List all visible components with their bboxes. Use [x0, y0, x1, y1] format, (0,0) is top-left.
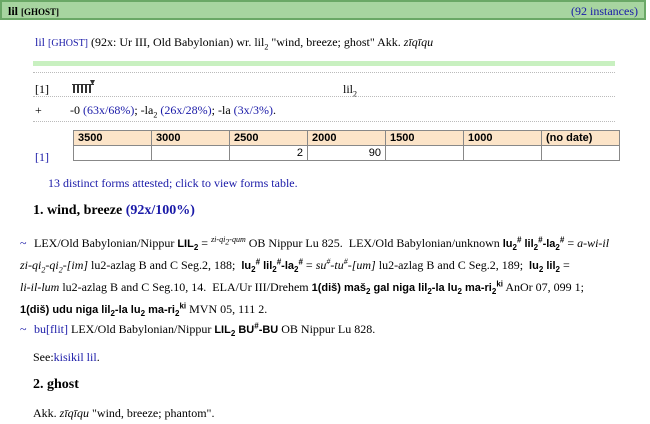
- date-cell: [386, 146, 464, 161]
- divider: [33, 96, 615, 97]
- divider: [33, 72, 615, 73]
- form-link[interactable]: (63x/68%): [83, 103, 135, 117]
- written-form: lil$_2$: [254, 35, 269, 52]
- date-cell: [74, 146, 152, 161]
- see-also-link[interactable]: kisikil lil: [53, 350, 97, 364]
- date-header: (no date): [542, 131, 620, 146]
- divider: [33, 121, 615, 122]
- date-header: 3000: [152, 131, 230, 146]
- date-row-link[interactable]: [1]: [35, 150, 49, 164]
- date-distribution-table: [73, 130, 620, 161]
- form-link[interactable]: (3x/3%): [233, 103, 273, 117]
- expand-icon[interactable]: ~: [20, 322, 27, 336]
- header-word: lil [GHOST]: [8, 4, 60, 18]
- entry-header: [0, 0, 646, 20]
- instances-link[interactable]: (92 instances): [571, 4, 638, 18]
- summary-line: lil [GHOST] (92x: Ur III, Old Babylonian) wr. lil$_2$ "wind, breeze; ghost" Akk. zīqīqu: [35, 35, 434, 52]
- sign-reading: lil$_2$: [343, 82, 358, 99]
- related-entry-link[interactable]: bu[flit]: [34, 322, 68, 336]
- summary-word[interactable]: lil [GHOST]: [35, 35, 89, 49]
- date-cell: 90: [308, 146, 386, 161]
- date-header: 2500: [230, 131, 308, 146]
- attestation-paragraph: ~ bu[flit] LEX/Old Babylonian/Nippur $LIL_2$ BU#-BU OB Nippur Lu 828.: [20, 321, 376, 339]
- separator-bar: [33, 61, 615, 66]
- date-header: 1000: [464, 131, 542, 146]
- date-cell: [152, 146, 230, 161]
- sign-index: [1]: [35, 82, 49, 96]
- see-also: See:kisikil lil.: [33, 350, 100, 364]
- sense-heading: 1. wind, breeze (92x/100%): [33, 203, 195, 218]
- forms-toggle[interactable]: +: [35, 103, 42, 117]
- expand-icon[interactable]: ~: [20, 236, 27, 250]
- date-cell: [464, 146, 542, 161]
- date-header: 2000: [308, 131, 386, 146]
- forms-table-link[interactable]: 13 distinct forms attested; click to view forms table.: [48, 176, 298, 190]
- date-cell: 2: [230, 146, 308, 161]
- sense-heading: 2. ghost: [33, 377, 79, 392]
- forms-list: -0 (63x/68%); $-la_2$ (26x/28%); -la (3x/3%).: [70, 103, 276, 120]
- akkadian-gloss: Akk. zīqīqu "wind, breeze; phantom".: [33, 406, 215, 420]
- form-link[interactable]: (26x/28%): [160, 103, 212, 117]
- date-cell: [542, 146, 620, 161]
- date-header: 1500: [386, 131, 464, 146]
- attestation-paragraph: ~ LEX/Old Babylonian/Nippur $LIL_2 = ^{zi-qi_2-qum}$ OB Nippur Lu 825. LEX/Old Babylonian/unknown $lu_2^{\#}$ $lil_2^{\#}-la_2^{\#} = a-wi-il$ $zi-qi_2-qi_2-[im]$ lu2-azlag B and C Seg.2, 188; $lu_2^{\#}$ $lil_2^{\#}-la_2^{\#} = su^{\#}-tu^{\#}-[um]$ lu2-azlag B and C Seg.2, 189; $lu_2$ lil$_2$ = li-il-lum lu2-azlag B and C Seg.10, 14. ELA/Ur III/Drehem 1(diš) maš$_2$ gal niga lil$_2$-la $lu_2$ $ma-ri_2^{ki}$ AnOr 07, 099 1; 1(diš) udu niga lil$_2$-la $lu_2$ $ma-ri_2^{ki}$ MVN 05, 111 2.: [20, 235, 610, 319]
- date-header: 3500: [74, 131, 152, 146]
- sense-count-link[interactable]: (92x/100%): [125, 203, 195, 218]
